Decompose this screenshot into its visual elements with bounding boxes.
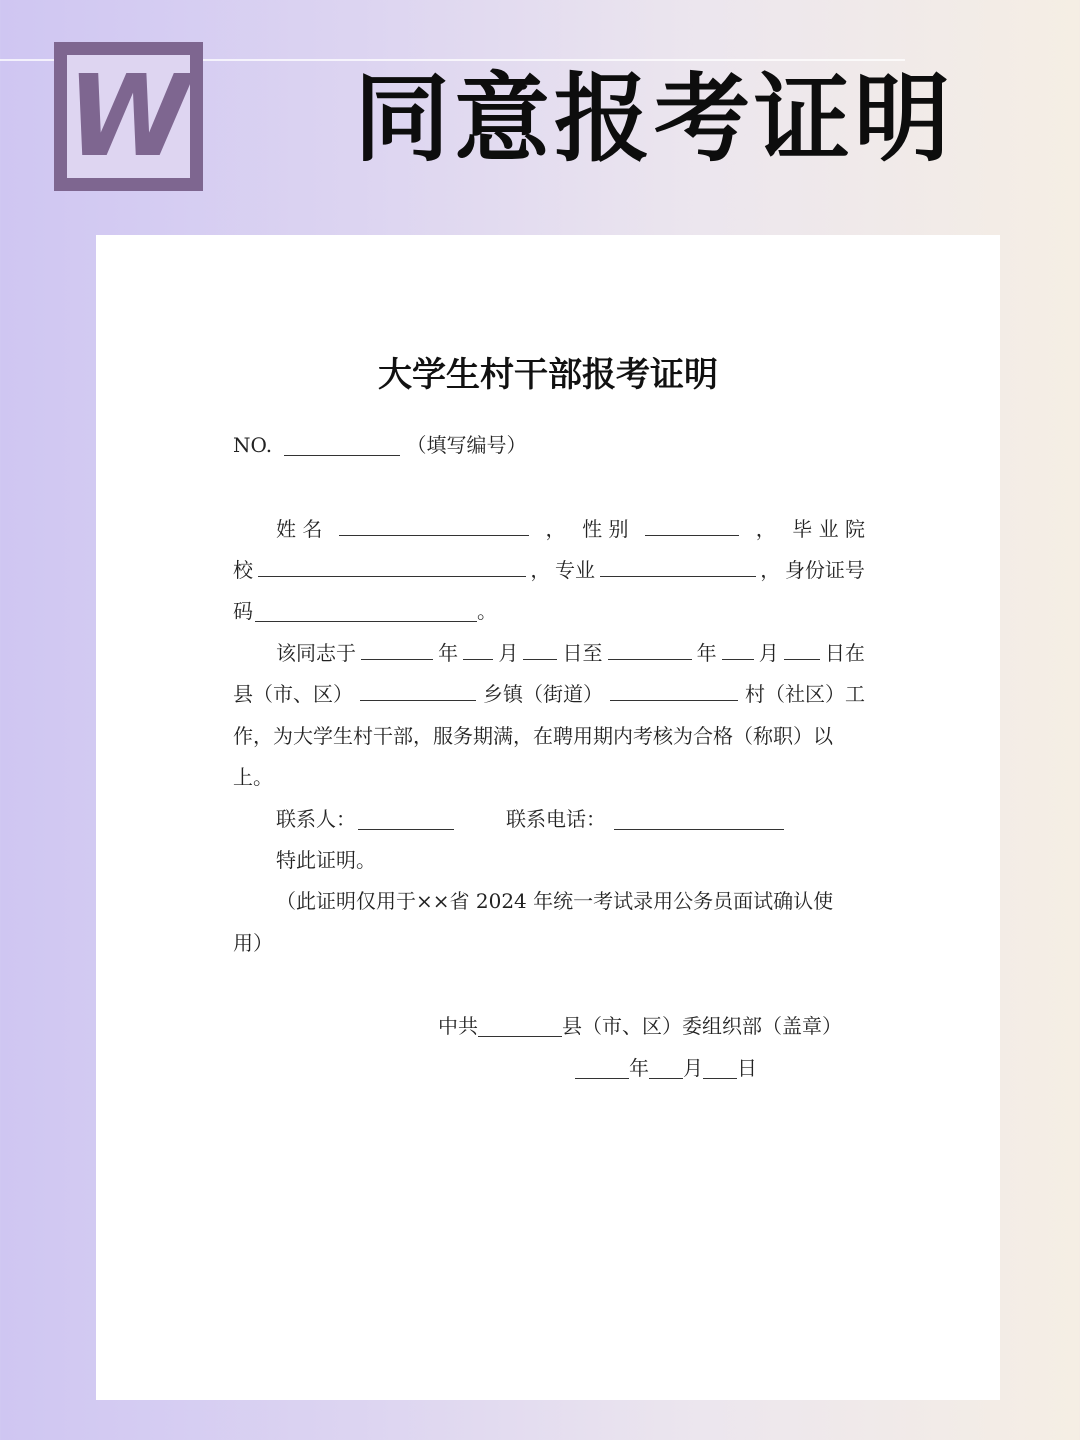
number-line	[233, 424, 865, 466]
end-day-label: 日在	[824, 641, 865, 665]
document-title-wrap	[0, 350, 1080, 400]
date-year-label: 年	[629, 1056, 649, 1080]
county-label: 县（市、区）	[233, 682, 353, 706]
school-label: 毕 业 院	[792, 517, 865, 541]
start-year-label: 年	[438, 641, 459, 665]
school-blank[interactable]	[258, 552, 526, 577]
id-label: 身份证号	[784, 558, 865, 582]
banner-headline: 同意报考证明	[354, 63, 954, 175]
date-month-blank[interactable]	[649, 1054, 683, 1079]
phone-label: 联系电话：	[506, 807, 606, 831]
word-icon-letter: W	[66, 51, 191, 182]
id-period: 。	[477, 599, 497, 623]
start-year-blank[interactable]	[361, 635, 433, 660]
major-blank[interactable]	[600, 552, 756, 577]
gender-comma: ，	[755, 517, 776, 541]
number-label: NO.	[233, 433, 273, 457]
village-label: 村（社区）工	[745, 682, 865, 706]
end-year-label: 年	[696, 641, 717, 665]
work-description-line: 作，为大学生村干部，服务期满，在聘用期内考核为合格（称职）以	[233, 724, 833, 748]
end-year-blank[interactable]	[608, 635, 692, 660]
date-day-blank[interactable]	[703, 1054, 737, 1079]
name-label: 姓 名	[276, 517, 323, 541]
gender-label: 性 别	[582, 517, 629, 541]
name-comma: ，	[545, 517, 566, 541]
major-comma: ，	[760, 558, 781, 582]
school-label-cont: 校	[233, 558, 253, 582]
date-line	[575, 1047, 835, 1089]
work-place-line	[233, 673, 865, 715]
issuer-line	[438, 1005, 868, 1047]
certify-line: 特此证明。	[276, 848, 376, 872]
contact-line	[276, 798, 865, 840]
issuer-prefix: 中共	[438, 1014, 478, 1038]
name-line	[276, 508, 865, 550]
major-label: 专业	[554, 558, 595, 582]
service-period-line	[276, 632, 865, 674]
date-year-blank[interactable]	[575, 1054, 629, 1079]
end-month-blank[interactable]	[722, 635, 754, 660]
school-line	[233, 549, 865, 591]
issuer-county-blank[interactable]	[478, 1012, 562, 1037]
contact-blank[interactable]	[358, 805, 454, 830]
contact-label: 联系人：	[276, 807, 356, 831]
number-hint: （填写编号）	[406, 433, 527, 457]
id-blank[interactable]	[255, 597, 477, 622]
service-lead: 该同志于	[276, 641, 356, 665]
gender-blank[interactable]	[645, 511, 739, 536]
usage-note-tail: 用）	[233, 931, 273, 955]
phone-blank[interactable]	[614, 805, 784, 830]
issuer-suffix: 县（市、区）委组织部（盖章）	[562, 1014, 842, 1038]
start-month-blank[interactable]	[463, 635, 493, 660]
word-icon	[54, 42, 203, 191]
county-blank[interactable]	[360, 676, 476, 701]
document-title: 大学生村干部报考证明	[378, 355, 718, 395]
end-day-blank[interactable]	[784, 635, 820, 660]
id-label-cont: 码	[233, 599, 253, 623]
usage-note-line: （此证明仅用于××省 2024 年统一考试录用公务员面试确认使	[276, 889, 834, 913]
end-month-label: 月	[758, 641, 779, 665]
number-blank[interactable]	[284, 431, 400, 456]
work-description-tail: 上。	[233, 765, 273, 789]
start-day-blank[interactable]	[523, 635, 557, 660]
school-comma: ，	[530, 558, 551, 582]
town-label: 乡镇（街道）	[483, 682, 603, 706]
date-month-label: 月	[683, 1056, 703, 1080]
name-blank[interactable]	[339, 511, 529, 536]
id-code-line	[233, 590, 865, 632]
town-blank[interactable]	[610, 676, 738, 701]
start-day-label: 日至	[562, 641, 603, 665]
date-day-label: 日	[737, 1056, 757, 1080]
start-month-label: 月	[498, 641, 519, 665]
